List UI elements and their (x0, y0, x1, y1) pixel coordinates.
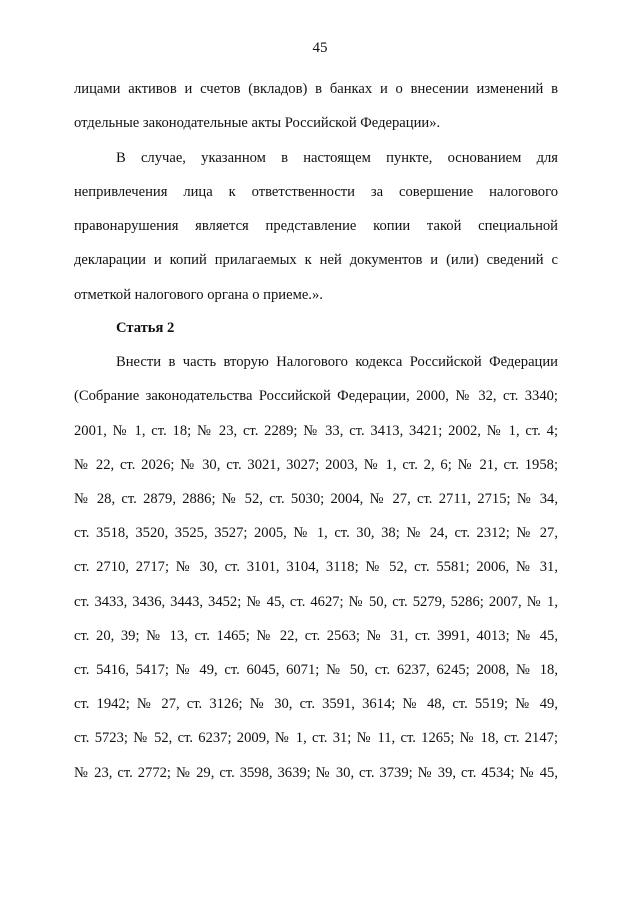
text-line: лицами активов и счетов (вкладов) в банках и о внесении изменений в (74, 81, 558, 97)
text-line: ст. 20, 39; № 13, ст. 1465; № 22, ст. 2563; № 31, ст. 3991, 4013; № 45, (74, 628, 558, 644)
article-heading: Статья 2 (116, 320, 175, 336)
text-line: ст. 1942; № 27, ст. 3126; № 30, ст. 3591, 3614; № 48, ст. 5519; № 49, (74, 696, 558, 712)
text-line: ст. 3433, 3436, 3443, 3452; № 45, ст. 4627; № 50, ст. 5279, 5286; 2007, № 1, (74, 594, 558, 610)
text-line: правонарушения является представление копии такой специальной (74, 218, 558, 234)
text-line: непривлечения лица к ответственности за совершение налогового (74, 184, 558, 200)
text-line: ст. 5416, 5417; № 49, ст. 6045, 6071; № 50, ст. 6237, 6245; 2008, № 18, (74, 662, 558, 678)
text-line: ст. 2710, 2717; № 30, ст. 3101, 3104, 3118; № 52, ст. 5581; 2006, № 31, (74, 559, 558, 575)
text-line: 2001, № 1, ст. 18; № 23, ст. 2289; № 33, ст. 3413, 3421; 2002, № 1, ст. 4; (74, 423, 558, 439)
text-line: ст. 3518, 3520, 3525, 3527; 2005, № 1, ст. 30, 38; № 24, ст. 2312; № 27, (74, 525, 558, 541)
text-line: отдельные законодательные акты Российской Федерации». (74, 115, 441, 131)
page-number: 45 (312, 40, 328, 56)
text-line: ст. 5723; № 52, ст. 6237; 2009, № 1, ст. 31; № 11, ст. 1265; № 18, ст. 2147; (74, 730, 558, 746)
text-line: отметкой налогового органа о приеме.». (74, 287, 323, 303)
text-line: Внести в часть вторую Налогового кодекса Российской Федерации (116, 354, 558, 370)
text-line: В случае, указанном в настоящем пункте, основанием для (116, 150, 558, 166)
text-line: № 23, ст. 2772; № 29, ст. 3598, 3639; № 30, ст. 3739; № 39, ст. 4534; № 45, (74, 765, 558, 781)
text-line: (Собрание законодательства Российской Федерации, 2000, № 32, ст. 3340; (74, 388, 558, 404)
text-line: декларации и копий прилагаемых к ней документов и (или) сведений с (74, 252, 558, 268)
text-line: № 22, ст. 2026; № 30, ст. 3021, 3027; 2003, № 1, ст. 2, 6; № 21, ст. 1958; (74, 457, 558, 473)
text-line: № 28, ст. 2879, 2886; № 52, ст. 5030; 2004, № 27, ст. 2711, 2715; № 34, (74, 491, 558, 507)
